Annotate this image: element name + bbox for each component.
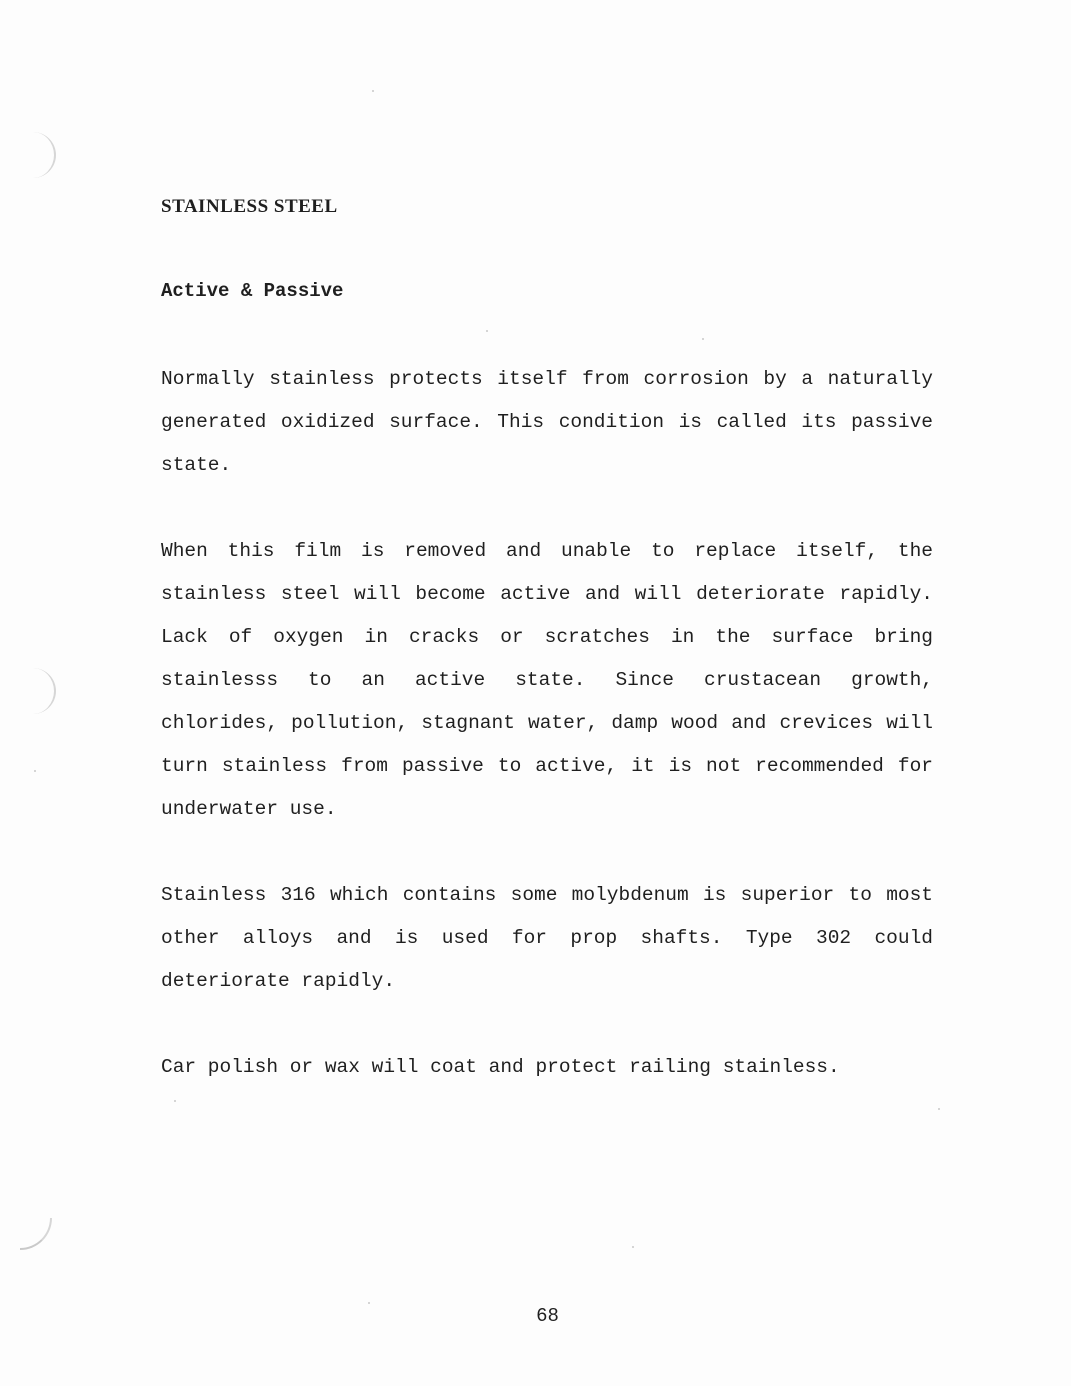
scan-speck [174,1100,176,1102]
section-heading: STAINLESS STEEL [161,196,338,217]
binder-hole-mark [28,668,56,714]
paragraph: Car polish or wax will coat and protect railing stainless. [161,1056,840,1078]
document-body [161,196,933,1089]
page-number: 68 [536,1305,559,1327]
binder-hole-mark [28,132,56,178]
scan-speck [372,90,374,92]
scan-speck [368,1302,370,1304]
scan-speck [938,1108,940,1110]
scan-speck [632,1246,634,1248]
paragraph: Normally stainless protects itself from corrosion by a naturally generated oxidized surface. This condition is called its passive state. [161,368,933,476]
section-subheading: Active & Passive [161,280,344,302]
paragraph: Stainless 316 which contains some molybdenum is superior to most other alloys and is used for prop shafts. Type 302 could deteriorate rapidly. [161,884,933,992]
paragraph: When this film is removed and unable to replace itself, the stainless steel will become active and will deteriorate rapidly. Lack of oxygen in cracks or scratches in the surface bring stainlesss to an active state. Since crustacean growth, chlorides, pollution, stagnant water, damp wood and crevices will turn stainless from passive to active, it is not recommended for underwater use. [161,540,933,820]
binder-hole-mark [20,1218,52,1250]
scan-speck [34,770,36,772]
